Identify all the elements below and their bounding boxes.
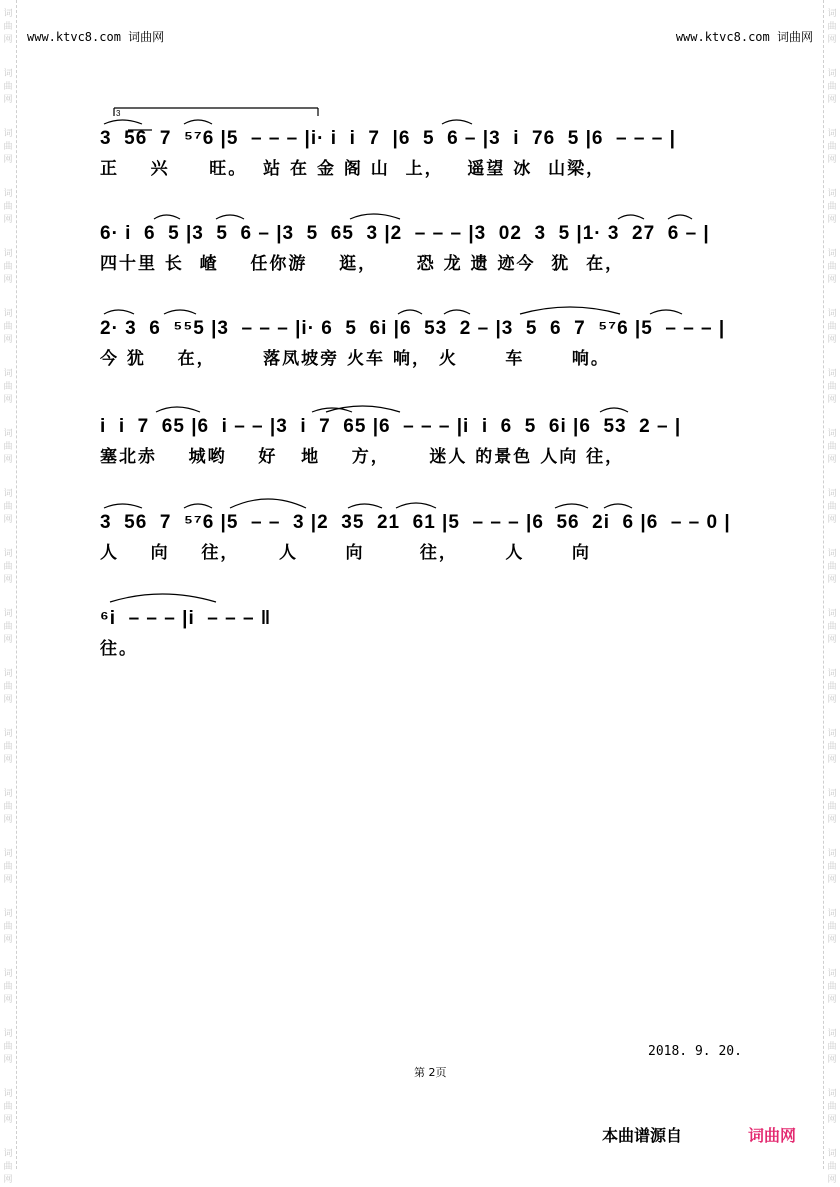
lyric-line: 往。: [100, 639, 138, 659]
slur-overlay: [100, 510, 760, 570]
header-left: [27, 28, 164, 45]
watermark-text: 词 曲 网: [3, 489, 13, 525]
watermark-text: 词 曲 网: [827, 1149, 837, 1185]
watermark-text: 词 曲 网: [827, 249, 837, 285]
slur-overlay: [100, 109, 760, 186]
watermark-text: 词 曲 网: [3, 849, 13, 885]
watermark-text: 词 曲 网: [827, 369, 837, 405]
date-stamp: 2018. 9. 20.: [648, 1044, 742, 1059]
watermark-text: 词 曲 网: [827, 1029, 837, 1065]
watermark-text: 词 曲 网: [3, 669, 13, 705]
watermark-text: 词 曲 网: [3, 609, 13, 645]
note-line: 3 56 7 ⁵⁷6 |5 – – 3 |2 35 21 61 |5 – – – |6 56 2i 6 |6 – – 0 |: [100, 512, 731, 533]
watermark-text: 词 曲 网: [827, 909, 837, 945]
watermark-text: 词 曲 网: [827, 669, 837, 705]
watermark-text: 词 曲 网: [827, 189, 837, 225]
note-line: ⁶i – – – |i – – – ‖: [100, 608, 272, 629]
header-right-site-name: 词曲网: [776, 30, 813, 44]
watermark-text: 词 曲 网: [827, 129, 837, 165]
watermark-text: 词 曲 网: [3, 1149, 13, 1185]
source-label: 本曲谱源自: [602, 1126, 683, 1145]
lyric-line: 人 向 往， 人 向 往， 人 向: [100, 543, 591, 563]
watermark-text: 词 曲 网: [3, 969, 13, 1005]
watermark-text: 词 曲 网: [3, 249, 13, 285]
lyric-line: 正 兴 旺。 站 在 金 阁 山 上， 遥望 冰 山梁，: [100, 159, 606, 179]
slur-overlay: [100, 606, 760, 666]
header-right-url[interactable]: www.ktvc8.com: [675, 30, 770, 44]
watermark-text: 词 曲 网: [3, 909, 13, 945]
watermark-text: 词 曲 网: [3, 429, 13, 465]
watermark-text: 词 曲 网: [3, 1089, 13, 1125]
slur-overlay: [100, 221, 760, 281]
watermark-text: 词 曲 网: [3, 9, 13, 45]
watermark-text: 词 曲 网: [827, 729, 837, 765]
watermark-text: 词 曲 网: [827, 69, 837, 105]
triplet-mark: 3: [116, 109, 121, 118]
note-line: 2· 3 6 ⁵⁵5 |3 – – – |i· 6 5 6i |6 53 2 – |3 5 6 7 ⁵⁷6 |5 – – – |: [100, 318, 726, 339]
watermark-text: 词 曲 网: [827, 549, 837, 585]
note-line: i i 7 65 |6 i – – |3 i 7 65 |6 – – – |i i 6 5 6i |6 53 2 – |: [100, 416, 682, 437]
watermark-text: 词 曲 网: [3, 549, 13, 585]
header-right: [676, 28, 813, 45]
watermark-text: 词 曲 网: [3, 189, 13, 225]
watermark-text: 词 曲 网: [827, 309, 837, 345]
header-left-url[interactable]: www.ktvc8.com: [27, 30, 121, 44]
note-line: 6· i 6 5 |3 5 6 – |3 5 65 3 |2 – – – |3 02 3 5 |1· 3 27 6 – |: [100, 223, 710, 244]
watermark-text: 词 曲 网: [827, 609, 837, 645]
left-watermark-strip: [0, 0, 17, 1185]
watermark-text: 词 曲 网: [3, 369, 13, 405]
watermark-text: 词 曲 网: [3, 129, 13, 165]
watermark-text: 词 曲 网: [827, 789, 837, 825]
watermark-text: 词 曲 网: [3, 309, 13, 345]
source-brand[interactable]: 词曲网: [748, 1126, 797, 1145]
lyric-line: 四十里 长 嵖 任你游 逛， 恐 龙 遗 迹今 犹 在，: [100, 254, 625, 274]
watermark-text: 词 曲 网: [827, 1089, 837, 1125]
watermark-text: 词 曲 网: [827, 429, 837, 465]
slur-overlay: [100, 316, 760, 376]
lyric-line: 塞北赤 城哟 好 地 方， 迷人 的景色 人向 往，: [100, 447, 625, 467]
watermark-text: 词 曲 网: [827, 849, 837, 885]
watermark-text: 词 曲 网: [3, 69, 13, 105]
watermark-text: 词 曲 网: [827, 489, 837, 525]
watermark-text: 词 曲 网: [3, 1029, 13, 1065]
watermark-text: 词 曲 网: [827, 9, 837, 45]
note-line: 3 56 7 ⁵⁷6 |5 – – – |i· i i 7 |6 5 6 – |3 i 76 5 |6 – – – |: [100, 128, 676, 149]
watermark-text: 词 曲 网: [3, 729, 13, 765]
lyric-line: 今 犹 在， 落凤坡旁 火车 响， 火 车 响。: [100, 349, 610, 369]
header-left-site-name: 词曲网: [128, 30, 165, 44]
watermark-text: 词 曲 网: [3, 789, 13, 825]
page-number: 第 2页: [414, 1066, 447, 1079]
right-watermark-strip: [823, 0, 840, 1185]
watermark-text: 词 曲 网: [827, 969, 837, 1005]
slur-overlay: [100, 414, 760, 474]
